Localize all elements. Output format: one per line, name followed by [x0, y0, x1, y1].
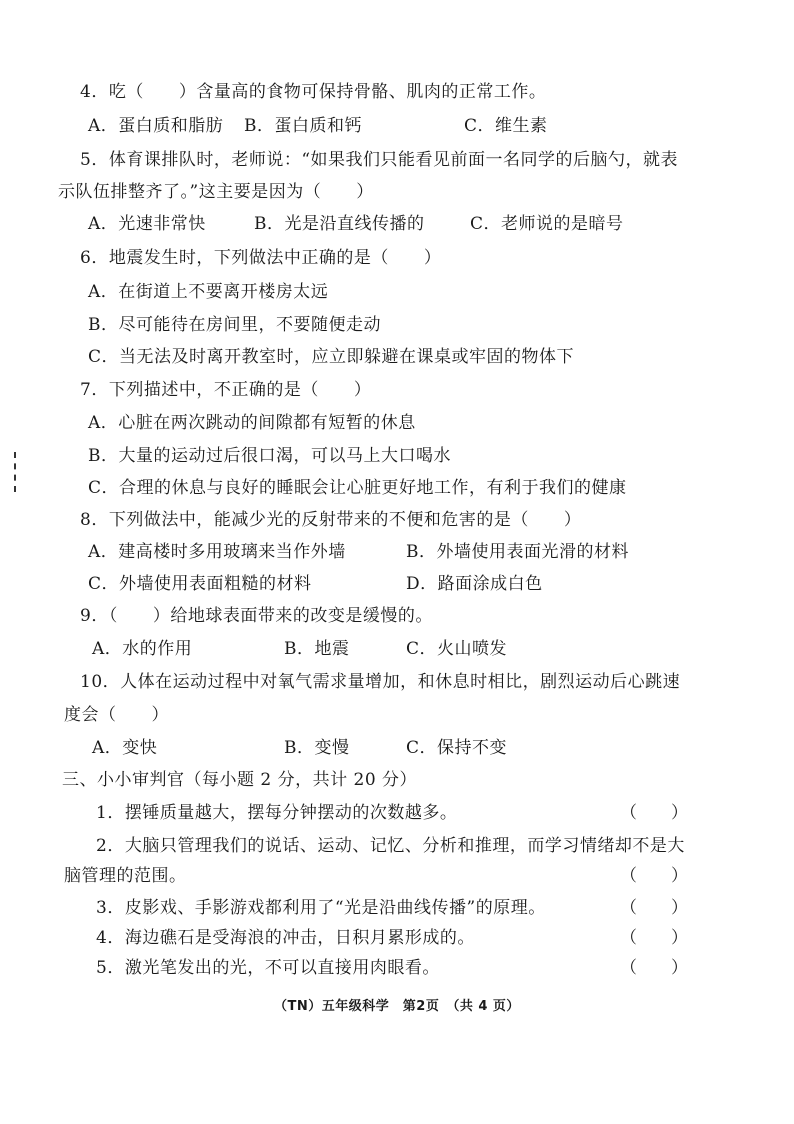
question-7-option-a: A．心脏在两次跳动的间隙都有短暂的休息 — [88, 413, 416, 433]
question-9-option-a: A．水的作用 — [92, 639, 193, 659]
question-10-option-a: A．变快 — [92, 738, 158, 758]
page-footer: （TN）五年级科学 第2页 （共 4 页） — [274, 999, 520, 1014]
judge-item-3: 3．皮影戏、手影游戏都利用了“光是沿曲线传播”的原理。 — [96, 898, 546, 918]
section-3-title: 三、小小审判官（每小题 2 分，共计 20 分） — [62, 770, 418, 790]
question-4-option-a: A．蛋白质和脂肪 — [88, 116, 224, 136]
question-10-stem-line2: 度会（ ） — [64, 705, 169, 725]
question-6-option-c: C．当无法及时离开教室时，应立即躲避在课桌或牢固的物体下 — [88, 347, 575, 367]
judge-item-2-line1: 2．大脑只管理我们的说话、运动、记忆、分析和推理，而学习情绪却不是大 — [96, 836, 685, 856]
answer-blank-5: （ ） — [620, 958, 688, 978]
question-7-option-c: C．合理的休息与良好的睡眠会让心脏更好地工作，有利于我们的健康 — [88, 478, 627, 498]
judge-item-1: 1．摆锤质量越大，摆每分钟摆动的次数越多。 — [96, 803, 458, 823]
question-5-option-c: C．老师说的是暗号 — [470, 214, 624, 234]
question-7-stem: 7．下列描述中，不正确的是（ ） — [80, 380, 372, 400]
question-5-option-b: B．光是沿直线传播的 — [254, 214, 425, 234]
question-8-option-d: D．路面涂成白色 — [406, 574, 543, 594]
answer-blank-4: （ ） — [620, 928, 688, 948]
question-4-option-c: C．维生素 — [464, 116, 548, 136]
question-6-stem: 6．地震发生时，下列做法中正确的是（ ） — [80, 248, 442, 268]
question-9-option-c: C．火山喷发 — [406, 639, 508, 659]
question-8-option-c: C．外墙使用表面粗糙的材料 — [88, 574, 312, 594]
answer-blank-1: （ ） — [620, 803, 688, 823]
question-10-option-c: C．保持不变 — [406, 738, 508, 758]
question-10-stem-line1: 10．人体在运动过程中对氧气需求量增加，和休息时相比，剧烈运动后心跳速 — [80, 672, 681, 692]
question-10-option-b: B．变慢 — [284, 738, 350, 758]
question-8-option-b: B．外墙使用表面光滑的材料 — [406, 542, 629, 562]
question-6-option-a: A．在街道上不要离开楼房太远 — [88, 282, 329, 302]
answer-blank-2: （ ） — [620, 866, 688, 886]
question-7-option-b: B．大量的运动过后很口渴，可以马上大口喝水 — [88, 446, 451, 466]
question-4-stem: 4．吃（ ）含量高的食物可保持骨骼、肌肉的正常工作。 — [80, 82, 547, 102]
judge-item-2-line2: 脑管理的范围。 — [64, 866, 187, 886]
question-6-option-b: B．尽可能待在房间里，不要随便走动 — [88, 315, 381, 335]
question-8-option-a: A．建高楼时多用玻璃来当作外墙 — [88, 542, 346, 562]
judge-item-5: 5．激光笔发出的光，不可以直接用肉眼看。 — [96, 958, 440, 978]
question-9-option-b: B．地震 — [284, 639, 350, 659]
question-8-stem: 8．下列做法中，能减少光的反射带来的不便和危害的是（ ） — [80, 510, 582, 530]
question-5-option-a: A．光速非常快 — [88, 214, 206, 234]
binding-mark — [14, 452, 19, 492]
answer-blank-3: （ ） — [620, 898, 688, 918]
judge-item-4: 4．海边礁石是受海浪的冲击，日积月累形成的。 — [96, 928, 475, 948]
question-5-stem-line1: 5．体育课排队时，老师说：“如果我们只能看见前面一名同学的后脑勺，就表 — [80, 150, 679, 170]
question-9-stem: 9．（ ）给地球表面带来的改变是缓慢的。 — [80, 606, 433, 626]
question-4-option-b: B．蛋白质和钙 — [244, 116, 362, 136]
question-5-stem-line2: 示队伍排整齐了。”这主要是因为（ ） — [58, 182, 374, 202]
